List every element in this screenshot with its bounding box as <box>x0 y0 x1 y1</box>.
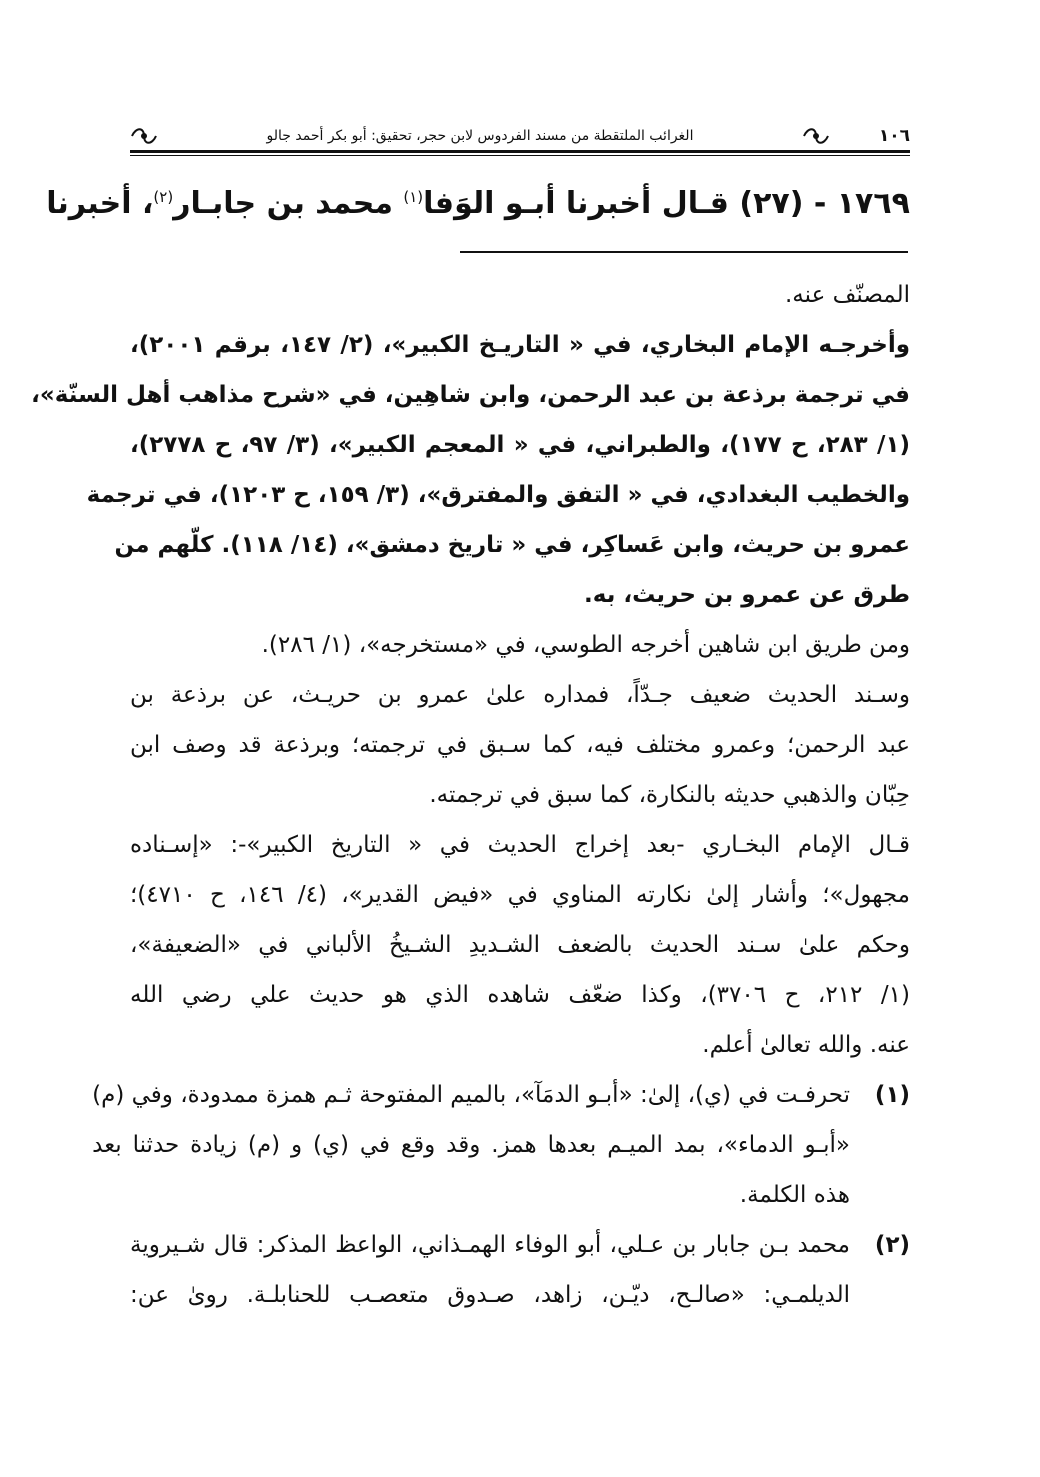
note-paragraph <box>130 620 910 670</box>
header-rule-thick <box>130 150 910 153</box>
footnote-text <box>92 1070 850 1220</box>
footnote-1 <box>92 1070 910 1220</box>
header-rule-thin <box>130 155 910 156</box>
page-header <box>130 124 910 148</box>
note-paragraph <box>31 320 911 620</box>
text-line: (١/ ٢٨٣، ح ١٧٧)، والطبراني، في « المعجم الكبير»، (٣/ ٩٧، ح ٢٧٧٨)، <box>130 432 911 458</box>
text-line: المصنّف عنه. <box>784 282 910 308</box>
running-title: الغرائب الملتقطة من مسند الفردوس لابن حجر، تحقيق: أبو بكر أحمد جالو <box>266 128 694 144</box>
hadith-line-part: ١٧٦٩ - (٢٧) قـال أخبرنا أبـو الوَفا <box>423 186 910 221</box>
text-line: عنه. والله تعالىٰ أعلم. <box>702 1032 910 1058</box>
text-line: تحرفـت في (ي)، إلىٰ: «أبـو الدمَآ»، بالميم المفتوحة ثـم همزة ممدودة، وفي (م) <box>92 1082 850 1108</box>
text-line: وحكم علىٰ سـند الحديث بالضعف الشـديدِ الشـيخُ الألباني في «الضعيفة»، <box>130 932 910 958</box>
note-paragraph <box>130 270 910 320</box>
text-line: (١/ ٢١٢، ح ٣٧٠٦)، وكذا ضعّف شاهده الذي هو حديث علي رضي الله <box>130 982 910 1008</box>
text-line: الديلمـي: «صالـح، ديّـن، زاهد، صـدوق متعصـب للحنابلـة. روىٰ عن: <box>130 1282 850 1308</box>
footnote-separator <box>460 251 908 253</box>
ornament-right-icon <box>802 125 830 147</box>
footnote-number: (١) <box>874 1082 910 1108</box>
hadith-line-part: محمد بن جابـار <box>173 186 404 221</box>
page-number: ١٠٦ <box>878 126 910 146</box>
text-line: عبد الرحمن؛ وعمرو مختلف فيه، كما سـبق في ترجمته؛ وبرذعة قد وصف ابن <box>130 732 910 758</box>
text-line: والخطيب البغدادي، في « التفق والمفترق»، (٣/ ١٥٩، ح ١٢٠٣)، في ترجمة <box>86 482 910 508</box>
footnote-ref-1: (١) <box>403 188 424 206</box>
text-line: مجهول»؛ وأشار إلىٰ نكارته المناوي في «فيض القدير»، (٤/ ١٤٦، ح ٤٧١٠)؛ <box>130 882 910 908</box>
text-line: عمرو بن حريث، وابن عَساكِر، في « تاريخ دمشق»، (١٤/ ١١٨). كلّهم من <box>114 532 910 558</box>
footnote-2 <box>130 1220 910 1320</box>
text-line: وأخرجـه الإمام البخاري، في « التاريـخ الكبير»، (٢/ ١٤٧، برقم ٢٠٠١)، <box>130 332 910 358</box>
text-line: ومن طريق ابن شاهين أخرجه الطوسي، في «مستخرجه»، (١/ ٢٨٦). <box>261 632 910 658</box>
text-line: حِبّان والذهبي حديثه بالنكارة، كما سبق في ترجمته. <box>429 782 910 808</box>
notes-body <box>31 270 911 1320</box>
note-paragraph <box>130 820 910 1070</box>
footnote-text <box>130 1220 850 1320</box>
footnote-number: (٢) <box>874 1232 910 1258</box>
text-line: قـال الإمام البخـاري -بعد إخراج الحديث في « التاريخ الكبير»-: «إسـناده <box>130 832 910 858</box>
note-paragraph <box>130 670 910 820</box>
footnote-ref-2: (٢) <box>153 188 174 206</box>
text-line: في ترجمة برذعة بن عبد الرحمن، وابن شاهِين، في «شرح مذاهب أهل السنّة»، <box>31 382 910 408</box>
hadith-text <box>46 172 910 229</box>
ornament-left-icon <box>130 125 158 147</box>
text-line: هذه الكلمة. <box>739 1182 850 1208</box>
hadith-line-part: ، أخبرنا <box>46 186 154 221</box>
text-line: وسـند الحديث ضعيف جـدّاً، فمداره علىٰ عمرو بن حريـث، عن برذعة بن <box>130 682 910 708</box>
text-line: «أبـو الدماء»، بمد الميـم بعدها همز. وقد وقع في (ي) و (م) زيادة حدثنا بعد <box>92 1132 850 1158</box>
text-line: طرق عن عمرو بن حريث، به. <box>584 582 910 608</box>
text-line: محمد بـن جابار بن عـلي، أبو الوفاء الهمـذاني، الواعظ المذكر: قال شـيروية <box>130 1232 850 1258</box>
